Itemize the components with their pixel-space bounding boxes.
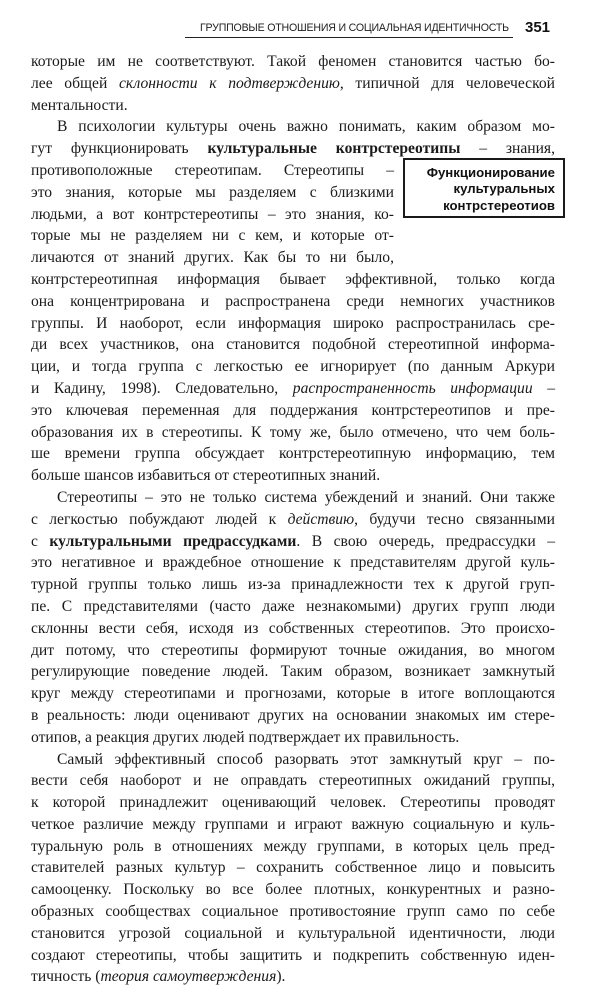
text-line <box>31 269 555 291</box>
text-run: , типичной для человеческой <box>339 74 555 92</box>
text-run: ). <box>276 968 286 986</box>
text-line <box>31 640 555 662</box>
text-line <box>31 487 555 509</box>
text-line <box>31 116 555 138</box>
text-run: с легкостью побуждают людей к <box>31 510 288 528</box>
text-line <box>31 356 555 378</box>
text-line <box>31 705 555 727</box>
text-run: самооценку. Поскольку во все более плотных, конкурентных и разно- <box>31 881 555 899</box>
text-run: . В свою очередь, предрассудки – <box>296 532 555 550</box>
text-run: образных сообществах социальное противостояние групп само по себе <box>31 903 555 921</box>
text-line <box>31 966 555 988</box>
text-run: она концентрирована и распространена среди немногих участников <box>31 292 555 310</box>
italic-term: теория самоутверждения <box>100 968 277 986</box>
text-run: , будучи тесно связанными <box>354 510 555 528</box>
text-line <box>31 749 555 771</box>
text-run: турной группы только лишь из-за принадлежности тех к другой груп- <box>31 576 555 594</box>
text-line <box>31 334 555 356</box>
text-line <box>31 683 555 705</box>
text-line <box>31 901 555 923</box>
text-line <box>31 792 555 814</box>
text-run: лее общей <box>31 74 119 92</box>
italic-term: действию <box>287 510 355 528</box>
text-run: ставителей разных культур – сохранить собственное лицо и повысить <box>31 859 555 877</box>
text-line <box>31 378 555 400</box>
text-line <box>31 727 555 749</box>
text-run: это ключевая переменная для поддержания контрстереотипов и пре- <box>31 401 555 419</box>
text-run: образования их в стереотипы. К тому же, было отмечено, что чем боль- <box>31 423 555 441</box>
margin-note-line: контрстереотиов <box>443 197 555 213</box>
text-line <box>31 836 555 858</box>
text-run: В психологии культуры очень важно понимать, каким образом мо- <box>57 118 555 136</box>
text-run: ции, и тогда группа с легкостью ее игнорирует (по данным Аркури <box>31 358 555 376</box>
text-line <box>31 574 555 596</box>
page-header <box>185 20 565 40</box>
text-line <box>31 422 555 444</box>
text-line <box>31 661 555 683</box>
text-line <box>31 160 394 182</box>
page-number: 351 <box>525 19 551 36</box>
text-line <box>31 95 555 117</box>
text-run: контрстереотипная информация бывает эффективной, только когда <box>31 270 555 288</box>
text-run: с <box>31 532 50 550</box>
text-run: это знания, которые мы разделяем с близкими <box>31 183 394 201</box>
text-run: торые мы не разделяем ни с кем, и которые от- <box>31 227 394 245</box>
text-run: тичность ( <box>31 968 101 986</box>
text-line <box>31 443 555 465</box>
text-run: в реальность: люди оценивают других на основании знакомых им стере- <box>31 706 555 724</box>
header-rule <box>185 37 513 38</box>
text-line <box>31 770 555 792</box>
running-title: ГРУППОВЫЕ ОТНОШЕНИЯ И СОЦИАЛЬНАЯ ИДЕНТИЧНОСТЬ <box>200 22 509 34</box>
text-line <box>31 51 555 73</box>
text-run: и Кадину, 1998). Следовательно, <box>31 379 293 397</box>
text-line <box>31 552 555 574</box>
text-run: это негативное и враждебное отношение к представителям другой куль- <box>31 554 555 572</box>
text-line <box>31 138 555 160</box>
text-run: туральную роль в отношениях между группами, в которых цель пред- <box>31 837 555 855</box>
text-run: гут функционировать <box>31 140 208 158</box>
text-run: – знания, <box>460 140 555 158</box>
text-run: ди всех участников, она становится подобной стереотипной информа- <box>31 336 555 354</box>
text-run: – <box>532 379 555 397</box>
text-line <box>31 247 394 269</box>
text-run: дит потому, что стереотипы формируют точные ожидания, во многом <box>31 641 555 659</box>
text-line <box>31 400 555 422</box>
text-line <box>31 923 555 945</box>
text-run: группы. И наоборот, если информация широко распространилась сре- <box>31 314 555 332</box>
text-line <box>31 879 555 901</box>
text-run: которые им не соответствуют. Такой феномен становится частью бо- <box>31 53 555 70</box>
text-run: становится угрозой социальной и культуральной идентичности, люди <box>31 924 555 942</box>
text-line <box>31 857 555 879</box>
italic-term: склонности к подтверждению <box>118 74 340 92</box>
text-run: круг между стереотипами и прогнозами, которые в итоге воплощаются <box>31 685 555 703</box>
bold-term: культуральными предрассудками <box>49 532 297 550</box>
text-run: противоположные стереотипам. Стереотипы – <box>31 161 394 179</box>
text-run: Стереотипы – это не только система убеждений и знаний. Они также <box>57 488 555 506</box>
text-run: Самый эффективный способ разорвать этот замкнутый круг – по- <box>57 750 555 768</box>
text-line <box>31 596 555 618</box>
text-line <box>31 73 555 95</box>
text-run: больше шансов избавиться от стереотипных знаний. <box>31 467 381 485</box>
margin-note-box <box>403 158 565 218</box>
text-line <box>31 814 555 836</box>
text-line <box>31 509 555 531</box>
text-run: отипов, а реакция других людей подтверждает их правильность. <box>31 728 460 746</box>
text-run: ше времени группа обсуждает контрстереотипную информацию, тем <box>31 445 555 463</box>
margin-note-line: культуральных <box>453 181 555 197</box>
text-run: регулирующие поведение людей. Таким образом, возникает замкнутый <box>31 663 555 681</box>
text-line <box>31 291 555 313</box>
text-line <box>31 182 394 204</box>
text-line <box>31 204 394 226</box>
text-run: вести себя наоборот и не оправдать стереотипных ожиданий группы, <box>31 772 555 790</box>
text-run: пе. С представителями (часто даже незнакомыми) других групп люди <box>31 597 555 615</box>
text-line <box>31 465 555 487</box>
text-line <box>31 945 555 967</box>
text-run: к которой принадлежит оценивающий человек. Стереотипы проводят <box>31 794 555 812</box>
text-run: людьми, а вот контрстереотипы – это знания, ко- <box>31 205 394 223</box>
text-line <box>31 313 555 335</box>
text-line <box>31 225 394 247</box>
text-run: ментальности. <box>31 96 128 114</box>
bold-term: культуральные контрстереотипы <box>207 140 461 158</box>
margin-note-line: Функционирование <box>426 165 555 180</box>
italic-term: распространенность информации <box>292 379 533 397</box>
text-run: личаются от знаний других. Как бы то ни было, <box>31 249 394 267</box>
text-line <box>31 618 555 640</box>
text-line <box>31 531 555 553</box>
text-run: четкое различие между группами и играют важную социальную и куль- <box>31 815 555 833</box>
text-run: склонны вести себя, исходя из собственных стереотипов. Это происхо- <box>31 619 555 637</box>
text-run: создают стереотипы, чтобы защитить и подкрепить собственную иден- <box>31 946 555 964</box>
